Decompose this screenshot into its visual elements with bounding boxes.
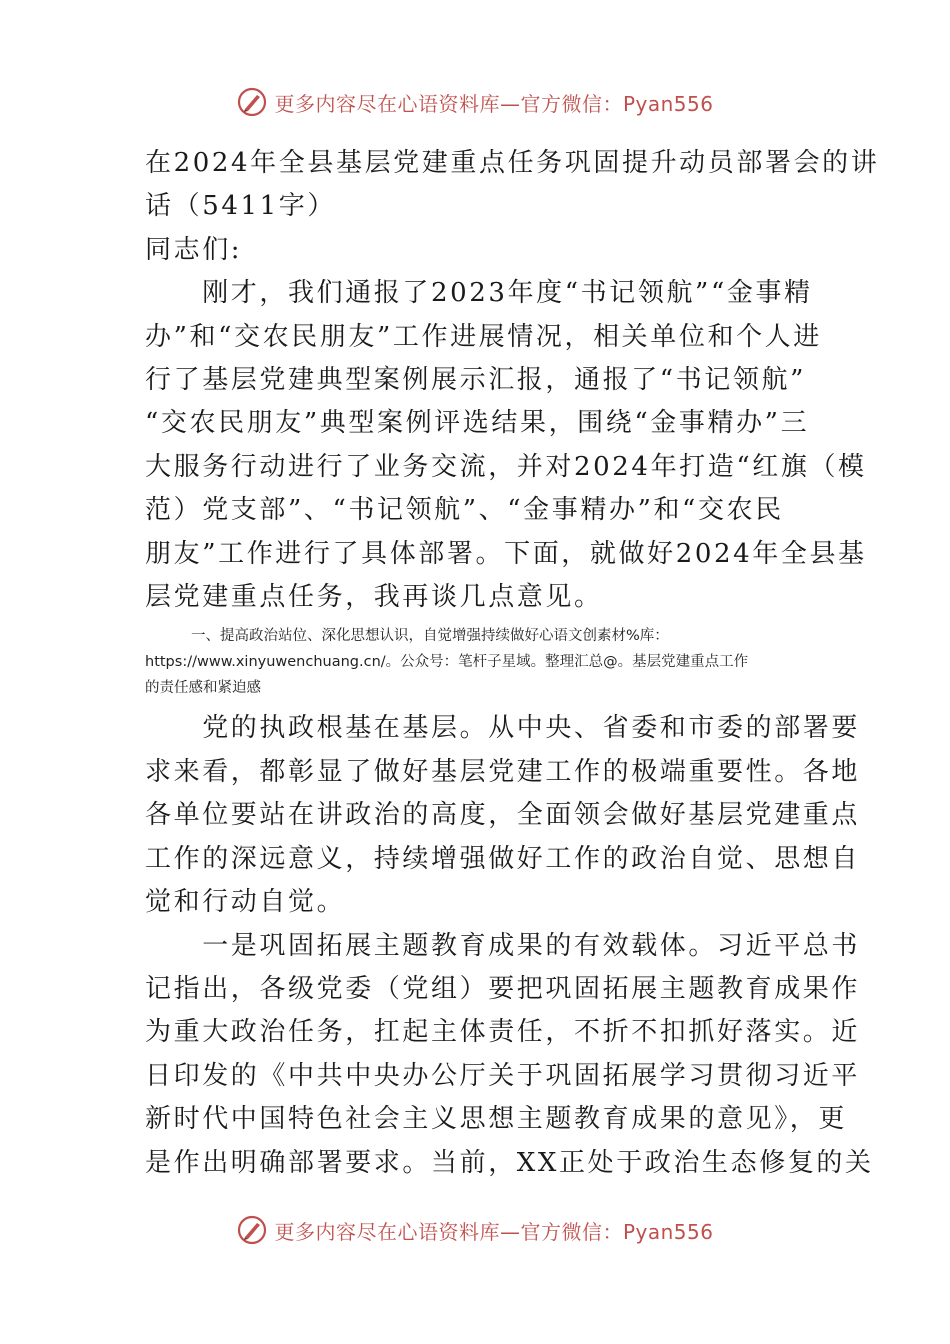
pen-logo-icon (236, 1214, 268, 1246)
paragraph-line: 大服务行动进行了业务交流，并对2024年打造“红旗（模 (145, 451, 867, 482)
paragraph-line: 求来看，都彰显了做好基层党建工作的极端重要性。各地 (145, 756, 861, 787)
paragraph-line: 行了基层党建典型案例展示汇报，通报了“书记领航” (145, 365, 806, 396)
banner-text: 更多内容尽在心语资料库—官方微信：Pyan556 (274, 1219, 714, 1244)
paragraph-intro (145, 272, 867, 619)
paragraph-line: 一是巩固拓展主题教育成果的有效载体。习近平总书 (145, 930, 861, 961)
paragraph-line: 工作的深远意义，持续增强做好工作的政治自觉、思想自 (145, 843, 861, 874)
paragraph-line: 为重大政治任务，扛起主体责任，不折不扣抓好落实。近 (145, 1017, 861, 1048)
document-title (145, 142, 880, 229)
paragraph-line: 刚才，我们通报了2023年度“书记领航”“金事精 (145, 278, 813, 309)
paragraph-foundation (145, 707, 861, 924)
title-line: 话（5411字） (145, 191, 336, 222)
paragraph-line: 范）党支部”、“书记领航”、“金事精办”和“交农民 (145, 495, 784, 526)
paragraph-line: 朋友”工作进行了具体部署。下面，就做好2024年全县基 (145, 538, 867, 569)
paragraph-line: 各单位要站在讲政治的高度，全面领会做好基层党建重点 (145, 800, 861, 831)
paragraph-line: 办”和“交农民朋友”工作进展情况，相关单位和个人进 (145, 321, 822, 352)
header-watermark-banner (0, 82, 950, 122)
paragraph-line: 党的执政根基在基层。从中央、省委和市委的部署要 (145, 713, 861, 744)
paragraph-line: 层党建重点任务，我再谈几点意见。 (145, 582, 603, 613)
title-line: 在2024年全县基层党建重点任务巩固提升动员部署会的讲 (145, 148, 880, 178)
paragraph-line: 新时代中国特色社会主义思想主题教育成果的意见》，更 (145, 1104, 848, 1135)
section-heading-line: 一、提高政治站位、深化思想认识，自觉增强持续做好心语文创素材%库： (191, 628, 669, 645)
paragraph-line: “交农民朋友”典型案例评选结果，围绕“金事精办”三 (145, 408, 810, 439)
paragraph-line: 记指出，各级党委（党组）要把巩固拓展主题教育成果作 (145, 973, 861, 1004)
paragraph-line: 是作出明确部署要求。当前，XX正处于政治生态修复的关 (145, 1147, 874, 1178)
document-body (145, 142, 880, 1185)
paragraph-line: 日印发的《中共中央办公厅关于巩固拓展学习贯彻习近平 (145, 1060, 861, 1091)
salutation: 同志们: (145, 234, 243, 265)
banner-text: 更多内容尽在心语资料库—官方微信：Pyan556 (274, 91, 714, 116)
footer-watermark-banner (0, 1210, 950, 1250)
section-heading-line: https://www.xinyuwenchuang.cn/。公众号：笔杆子星域。整理汇总@。基层党建重点工作 (145, 654, 749, 671)
paragraph-line: 觉和行动自觉。 (145, 887, 346, 918)
pen-logo-icon (236, 86, 268, 118)
section-heading-line: 的责任感和紧迫感 (145, 680, 261, 697)
section-heading (145, 623, 805, 701)
paragraph-first-point (145, 925, 874, 1185)
